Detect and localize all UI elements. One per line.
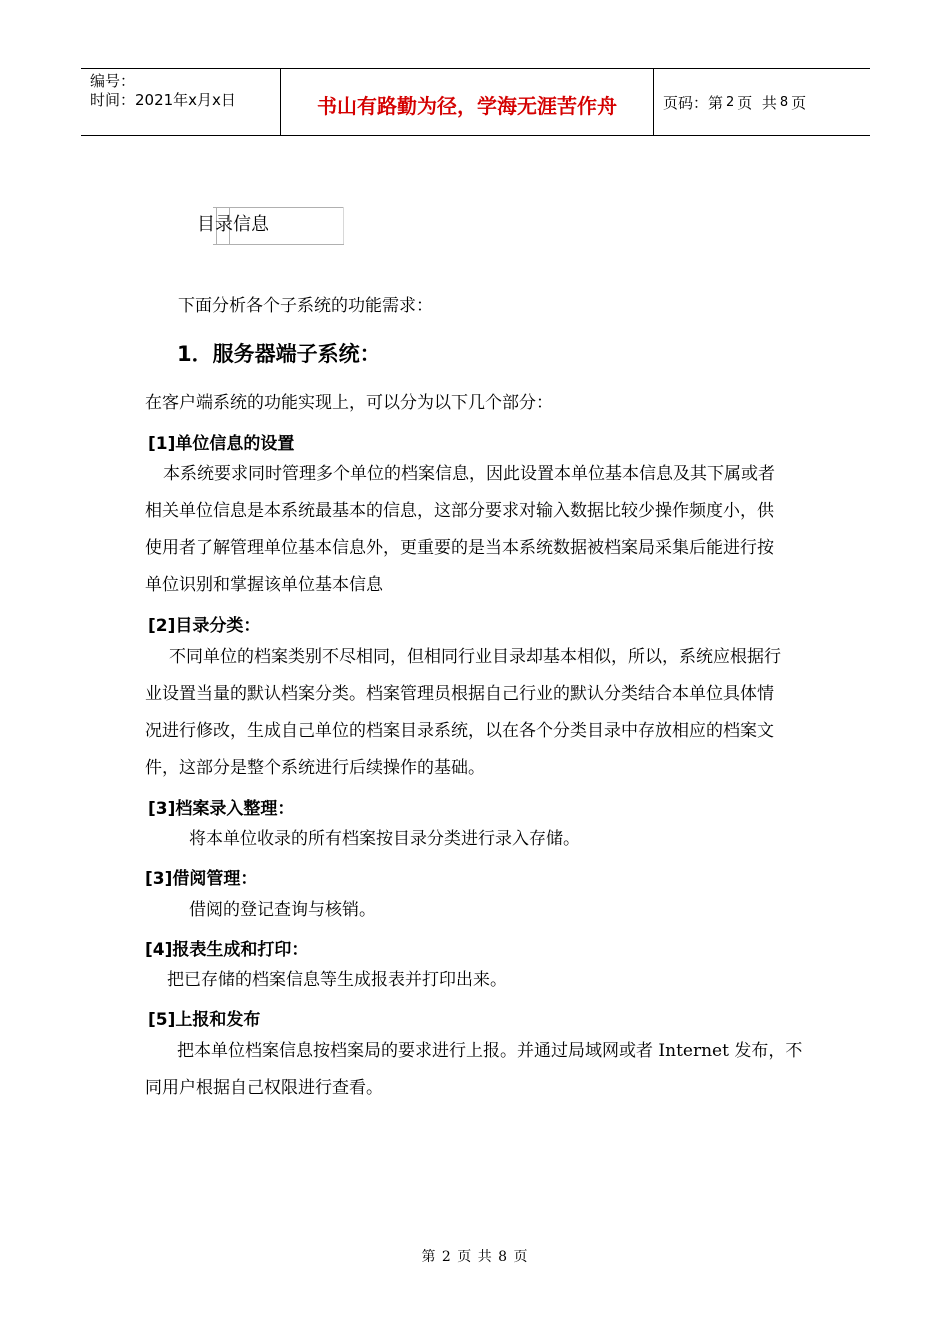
- page-header: [81, 68, 870, 136]
- paragraph-line: 件，这部分是整个系统进行后续操作的基础。: [145, 758, 485, 778]
- paragraph-archive-entry: 将本单位收录的所有档案按目录分类进行录入存储。: [189, 829, 580, 849]
- paragraph-borrow: 借阅的登记查询与核销。: [189, 900, 376, 920]
- subheading-unit-info: [1]单位信息的设置: [148, 434, 295, 454]
- paragraph-line: 不同单位的档案类别不尽相同，但相同行业目录却基本相似，所以，系统应根据行: [169, 647, 781, 667]
- header-meta-cell: [81, 69, 281, 135]
- section-title: 1．服务器端子系统：: [177, 342, 381, 366]
- paragraph-catalog: [145, 639, 810, 787]
- header-motto: 书山有路勤为径，学海无涯苦作舟: [281, 69, 654, 135]
- page-prefix: 页码：第: [663, 93, 724, 112]
- paragraph-publish: [145, 1033, 810, 1107]
- paragraph-line: 业设置当量的默认档案分类。档案管理员根据自己行业的默认分类结合本单位具体情: [145, 684, 774, 704]
- intro-text: 下面分析各个子系统的功能需求：: [178, 296, 433, 316]
- toc-label: 目录信息: [197, 214, 269, 235]
- subheading-publish: [5]上报和发布: [148, 1010, 261, 1030]
- paragraph-unit-info: [145, 456, 810, 604]
- subheading-borrow: [3]借阅管理：: [145, 869, 258, 889]
- toc-border-bottom: [213, 244, 344, 245]
- toc-border-top: [213, 207, 344, 208]
- paragraph-line: 本系统要求同时管理多个单位的档案信息，因此设置本单位基本信息及其下属或者: [163, 464, 775, 484]
- paragraph-line: 单位识别和掌握该单位基本信息: [145, 575, 383, 595]
- paragraph-line: 相关单位信息是本系统最基本的信息，这部分要求对输入数据比较少操作频度小，供: [145, 501, 774, 521]
- subheading-catalog: [2]目录分类：: [148, 616, 261, 636]
- document-date-label: 时间：2021年x月x日: [90, 91, 236, 109]
- page-suffix: 页: [791, 93, 807, 112]
- paragraph-line: 同用户根据自己权限进行查看。: [145, 1078, 383, 1098]
- page-total: 8: [779, 94, 789, 110]
- subheading-report: [4]报表生成和打印：: [145, 940, 309, 960]
- document-number-label: 编号：: [90, 72, 136, 90]
- page-footer: 第 2 页 共 8 页: [421, 1249, 529, 1265]
- page-current: 2: [726, 94, 735, 110]
- paragraph-report: 把已存储的档案信息等生成报表并打印出来。: [167, 970, 507, 990]
- subheading-archive-entry: [3]档案录入整理：: [148, 799, 295, 819]
- page-mid: 页 共: [737, 93, 777, 112]
- paragraph-line: 把本单位档案信息按档案局的要求进行上报。并通过局域网或者 Internet 发布，不: [177, 1041, 803, 1061]
- header-page-info: [654, 69, 870, 135]
- paragraph-line: 况进行修改，生成自己单位的档案目录系统，以在各个分类目录中存放相应的档案文: [145, 721, 774, 741]
- paragraph-line: 使用者了解管理单位基本信息外，更重要的是当本系统数据被档案局采集后能进行按: [145, 538, 774, 558]
- section-lead: 在客户端系统的功能实现上，可以分为以下几个部分：: [145, 393, 553, 413]
- toc-border-right: [343, 207, 344, 244]
